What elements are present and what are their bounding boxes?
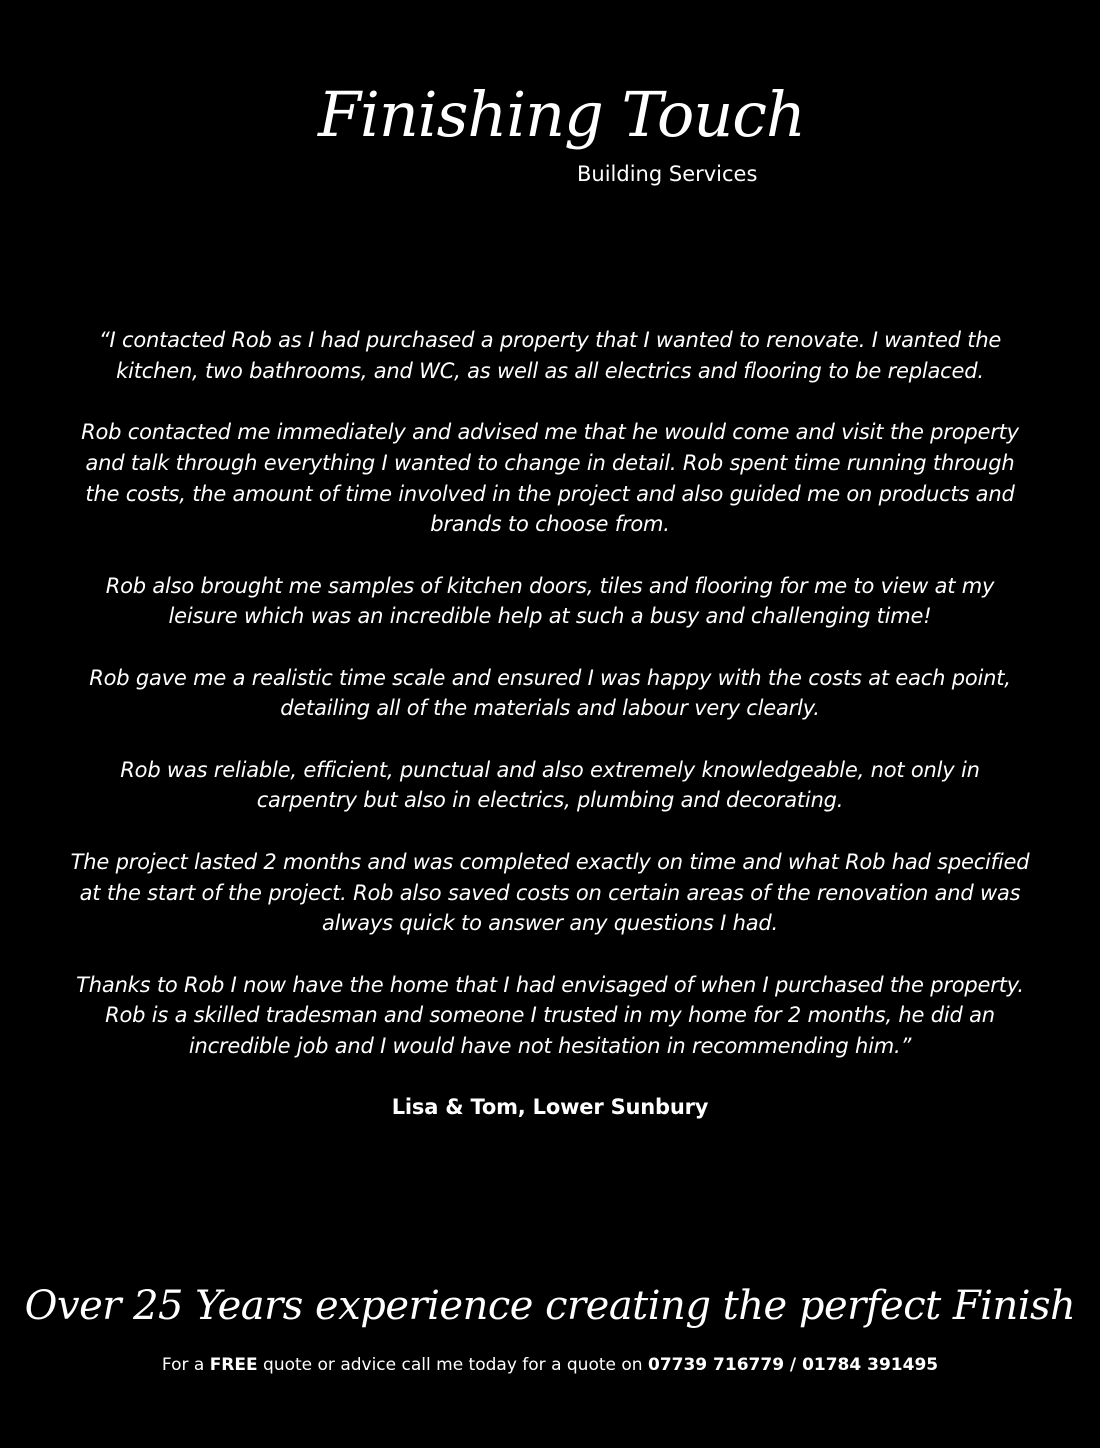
testimonial-paragraph: Rob gave me a realistic time scale and ensured I was happy with the costs at each point, detailing all of the materials and labour very clearly. bbox=[89, 665, 1011, 721]
testimonial-paragraph: Rob was reliable, efficient, punctual and also extremely knowledgeable, not only in carpentry but also in electrics, plumbing and decorating. bbox=[120, 757, 980, 813]
logo-subtitle: Building Services bbox=[577, 162, 758, 186]
testimonial-paragraph: Thanks to Rob I now have the home that I had envisaged of when I purchased the property. Rob is a skilled tradesman and someone I trusted in my home for 2 months, he did an incredible job and I would have not hesitation in recommending him.” bbox=[76, 972, 1024, 1059]
testimonial-paragraph: Rob also brought me samples of kitchen doors, tiles and flooring for me to view at my leisure which was an incredible help at such a busy and challenging time! bbox=[105, 573, 995, 629]
contact-middle: quote or advice call me today for a quote on bbox=[257, 1355, 648, 1375]
footer-tagline: Over 25 Years experience creating the perfect Finish bbox=[24, 1283, 1076, 1329]
logo-script-text: Finishing Touch bbox=[318, 78, 805, 151]
contact-phone-numbers: 07739 716779 / 01784 391495 bbox=[647, 1355, 939, 1375]
contact-free: FREE bbox=[209, 1355, 258, 1375]
company-logo bbox=[0, 80, 1100, 200]
testimonial bbox=[70, 325, 1030, 1123]
contact-prefix: For a bbox=[161, 1355, 210, 1375]
testimonial-attribution: Lisa & Tom, Lower Sunbury bbox=[391, 1095, 709, 1120]
testimonial-paragraph: The project lasted 2 months and was completed exactly on time and what Rob had specified at the start of the project. Rob also saved costs on certain areas of the renovation and was always quick to answer any questions I had. bbox=[70, 849, 1030, 936]
testimonial-paragraph: Rob contacted me immediately and advised me that he would come and visit the property and talk through everything I wanted to change in detail. Rob spent time running through the costs, the amount of time involved in the project and also guided me on products and brands to choose from. bbox=[81, 420, 1019, 537]
testimonial-paragraph: “I contacted Rob as I had purchased a property that I wanted to renovate. I wanted the kitchen, two bathrooms, and WC, as well as all electrics and flooring to be replaced. bbox=[98, 328, 1002, 383]
footer-contact bbox=[0, 1355, 1100, 1375]
